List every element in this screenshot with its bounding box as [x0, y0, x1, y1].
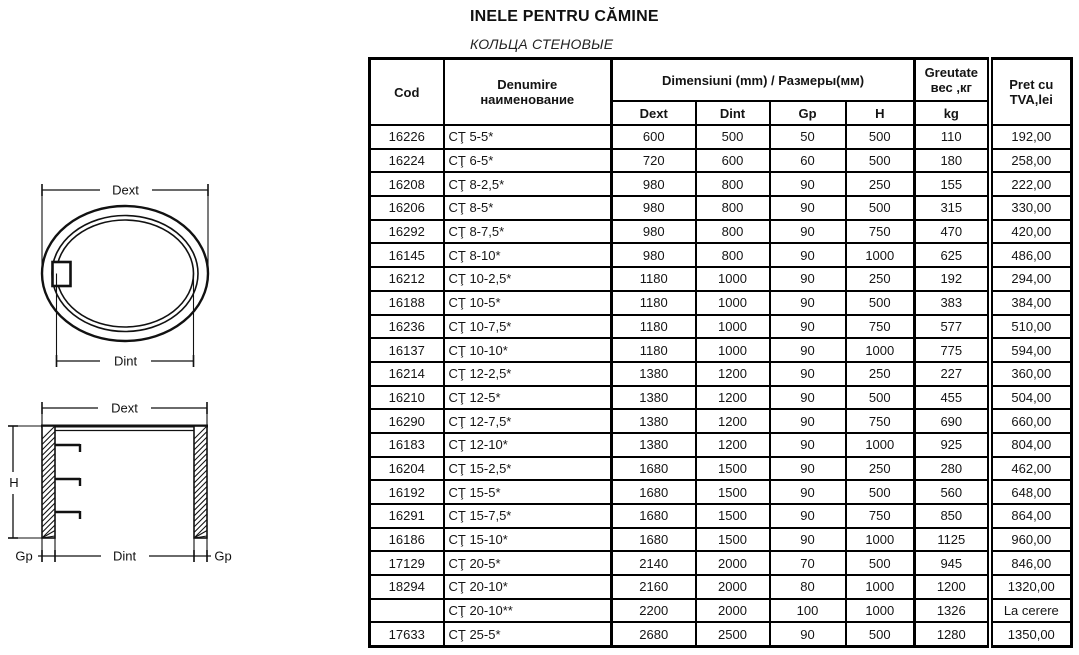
cell-kg: 192 [915, 267, 990, 291]
cell-cod: 16291 [370, 504, 444, 528]
cell-pret: 486,00 [990, 243, 1072, 267]
cell-kg: 470 [915, 220, 990, 244]
table-row [370, 409, 1072, 433]
cell-dint: 2000 [696, 551, 770, 575]
cell-cod: 16224 [370, 149, 444, 173]
cell-denumire: CŢ 20-10** [444, 599, 612, 623]
cell-kg: 180 [915, 149, 990, 173]
col-header-denumire [444, 59, 612, 126]
cell-denumire: CŢ 25-5* [444, 622, 612, 646]
col-header-pret-line2: TVA,lei [1009, 92, 1053, 107]
table-row [370, 196, 1072, 220]
cell-h: 250 [846, 362, 915, 386]
page-subtitle: КОЛЬЦА СТЕНОВЫЕ [470, 36, 614, 52]
cell-dext: 1180 [612, 267, 696, 291]
cell-cod: 17129 [370, 551, 444, 575]
cell-denumire: CŢ 15-2,5* [444, 457, 612, 481]
cell-kg: 315 [915, 196, 990, 220]
table-row [370, 504, 1072, 528]
cell-dint: 1500 [696, 528, 770, 552]
cell-denumire: CŢ 8-7,5* [444, 220, 612, 244]
cell-kg: 625 [915, 243, 990, 267]
cell-denumire: CŢ 10-7,5* [444, 315, 612, 339]
table-row [370, 172, 1072, 196]
table-row [370, 433, 1072, 457]
cell-denumire: CŢ 20-10* [444, 575, 612, 599]
cell-dint: 800 [696, 172, 770, 196]
cell-cod: 16208 [370, 172, 444, 196]
cell-kg: 1125 [915, 528, 990, 552]
cell-h: 1000 [846, 243, 915, 267]
cell-dext: 980 [612, 172, 696, 196]
cell-kg: 110 [915, 125, 990, 149]
cell-kg: 383 [915, 291, 990, 315]
table-row [370, 362, 1072, 386]
cell-pret: 258,00 [990, 149, 1072, 173]
cell-denumire: CŢ 12-10* [444, 433, 612, 457]
cell-denumire: CŢ 8-10* [444, 243, 612, 267]
table-row [370, 575, 1072, 599]
cell-dint: 800 [696, 220, 770, 244]
cell-dint: 2000 [696, 575, 770, 599]
cell-cod: 16137 [370, 338, 444, 362]
cell-denumire: CŢ 8-5* [444, 196, 612, 220]
cell-dext: 600 [612, 125, 696, 149]
cell-h: 750 [846, 220, 915, 244]
cell-denumire: CŢ 10-10* [444, 338, 612, 362]
table-row [370, 149, 1072, 173]
cell-denumire: CŢ 12-5* [444, 386, 612, 410]
cell-cod: 16145 [370, 243, 444, 267]
cell-cod: 16186 [370, 528, 444, 552]
ring-top-view-drawing [30, 173, 250, 375]
ladder-rungs [55, 444, 80, 519]
cell-dint: 1000 [696, 338, 770, 362]
cell-gp: 90 [770, 433, 846, 457]
cell-h: 500 [846, 386, 915, 410]
cell-denumire: CŢ 15-5* [444, 480, 612, 504]
table-row [370, 291, 1072, 315]
table-row [370, 125, 1072, 149]
cell-pret: 594,00 [990, 338, 1072, 362]
cell-dint: 1000 [696, 315, 770, 339]
cell-kg: 1326 [915, 599, 990, 623]
cell-cod: 16210 [370, 386, 444, 410]
cell-dext: 1380 [612, 433, 696, 457]
cell-pret: 330,00 [990, 196, 1072, 220]
cell-gp: 90 [770, 528, 846, 552]
page-title: INELE PENTRU CĂMINE [470, 8, 659, 25]
cell-cod: 16206 [370, 196, 444, 220]
section-dint-label: Dint [112, 548, 137, 564]
cell-h: 750 [846, 315, 915, 339]
cell-gp: 90 [770, 243, 846, 267]
cell-pret: 648,00 [990, 480, 1072, 504]
col-header-pret-line1: Pret cu [1009, 77, 1054, 92]
cell-h: 500 [846, 291, 915, 315]
col-header-h: H [846, 101, 915, 125]
cell-kg: 850 [915, 504, 990, 528]
cell-dext: 1680 [612, 457, 696, 481]
cell-pret: 864,00 [990, 504, 1072, 528]
cell-denumire: CŢ 6-5* [444, 149, 612, 173]
col-header-pret [990, 59, 1072, 126]
cell-gp: 90 [770, 409, 846, 433]
cell-denumire: CŢ 10-2,5* [444, 267, 612, 291]
cell-gp: 90 [770, 220, 846, 244]
cell-cod: 16192 [370, 480, 444, 504]
cell-pret: 1350,00 [990, 622, 1072, 646]
cell-gp: 90 [770, 291, 846, 315]
cell-dint: 600 [696, 149, 770, 173]
cell-kg: 775 [915, 338, 990, 362]
table-row [370, 315, 1072, 339]
cell-kg: 280 [915, 457, 990, 481]
cell-pret: 360,00 [990, 362, 1072, 386]
col-header-cod: Cod [370, 59, 444, 126]
cell-kg: 690 [915, 409, 990, 433]
cell-pret: 294,00 [990, 267, 1072, 291]
cell-h: 500 [846, 551, 915, 575]
col-header-denumire-ru: наименование [480, 92, 575, 107]
table-row [370, 267, 1072, 291]
cell-pret: 846,00 [990, 551, 1072, 575]
cell-kg: 925 [915, 433, 990, 457]
cell-dext: 1680 [612, 480, 696, 504]
ring-section-drawing [8, 396, 253, 583]
cell-dext: 1380 [612, 362, 696, 386]
cell-denumire: CŢ 5-5* [444, 125, 612, 149]
top-view-dint-label: Dint [113, 353, 138, 369]
cell-h: 250 [846, 172, 915, 196]
cell-pret: 804,00 [990, 433, 1072, 457]
cell-gp: 90 [770, 622, 846, 646]
table-row [370, 386, 1072, 410]
cell-gp: 90 [770, 504, 846, 528]
cell-dint: 1200 [696, 362, 770, 386]
cell-dint: 500 [696, 125, 770, 149]
cell-pret: 192,00 [990, 125, 1072, 149]
cell-cod: 16204 [370, 457, 444, 481]
cell-h: 500 [846, 622, 915, 646]
section-dext-label: Dext [111, 400, 138, 416]
product-price-table [368, 57, 1073, 648]
cell-gp: 50 [770, 125, 846, 149]
cell-dext: 720 [612, 149, 696, 173]
col-header-kg: kg [915, 101, 990, 125]
cell-dext: 2680 [612, 622, 696, 646]
cell-pret: La cerere [990, 599, 1072, 623]
cell-pret: 1320,00 [990, 575, 1072, 599]
section-h-label: H [9, 475, 19, 490]
cell-kg: 1200 [915, 575, 990, 599]
cell-cod: 16188 [370, 291, 444, 315]
col-header-dext: Dext [612, 101, 696, 125]
cell-dext: 2140 [612, 551, 696, 575]
table-body [370, 125, 1072, 647]
cell-dext: 1180 [612, 291, 696, 315]
cell-kg: 455 [915, 386, 990, 410]
section-gp-left-label: Gp [15, 548, 33, 564]
cell-denumire: CŢ 12-7,5* [444, 409, 612, 433]
cell-dint: 1200 [696, 409, 770, 433]
cell-dint: 1000 [696, 267, 770, 291]
col-header-greutate-ru: вес ,кг [930, 80, 972, 95]
cell-gp: 90 [770, 362, 846, 386]
cell-cod: 16226 [370, 125, 444, 149]
table-row [370, 622, 1072, 646]
table-row [370, 338, 1072, 362]
table-row [370, 551, 1072, 575]
cell-h: 750 [846, 409, 915, 433]
table-row [370, 480, 1072, 504]
cell-dint: 800 [696, 196, 770, 220]
table-row [370, 457, 1072, 481]
cell-dext: 1680 [612, 528, 696, 552]
cell-dext: 1380 [612, 386, 696, 410]
cell-pret: 462,00 [990, 457, 1072, 481]
cell-dint: 1200 [696, 386, 770, 410]
cell-kg: 945 [915, 551, 990, 575]
cell-dext: 2160 [612, 575, 696, 599]
cell-pret: 960,00 [990, 528, 1072, 552]
cell-dext: 1180 [612, 338, 696, 362]
cell-denumire: CŢ 15-7,5* [444, 504, 612, 528]
section-gp-right-label: Gp [214, 548, 232, 564]
col-header-greutate [915, 59, 990, 102]
cell-h: 1000 [846, 528, 915, 552]
cell-h: 1000 [846, 599, 915, 623]
cell-cod: 16290 [370, 409, 444, 433]
cell-gp: 90 [770, 315, 846, 339]
table-row [370, 599, 1072, 623]
cell-gp: 80 [770, 575, 846, 599]
cell-h: 250 [846, 267, 915, 291]
cell-gp: 90 [770, 172, 846, 196]
table-row [370, 220, 1072, 244]
cell-dext: 2200 [612, 599, 696, 623]
cell-cod: 18294 [370, 575, 444, 599]
cell-gp: 90 [770, 386, 846, 410]
cell-pret: 384,00 [990, 291, 1072, 315]
cell-cod: 16236 [370, 315, 444, 339]
cell-denumire: CŢ 15-10* [444, 528, 612, 552]
cell-gp: 90 [770, 480, 846, 504]
cell-cod: 16212 [370, 267, 444, 291]
cell-kg: 155 [915, 172, 990, 196]
cell-pret: 660,00 [990, 409, 1072, 433]
cell-cod [370, 599, 444, 623]
cell-denumire: CŢ 10-5* [444, 291, 612, 315]
cell-kg: 1280 [915, 622, 990, 646]
cell-cod: 17633 [370, 622, 444, 646]
cell-dext: 1380 [612, 409, 696, 433]
cell-h: 500 [846, 480, 915, 504]
cell-dext: 980 [612, 243, 696, 267]
cell-dint: 1200 [696, 433, 770, 457]
cell-h: 500 [846, 149, 915, 173]
cell-dint: 1000 [696, 291, 770, 315]
col-header-dint: Dint [696, 101, 770, 125]
cell-pret: 222,00 [990, 172, 1072, 196]
top-view-dext-label: Dext [112, 182, 139, 198]
table-row [370, 528, 1072, 552]
cell-gp: 90 [770, 457, 846, 481]
cell-dext: 980 [612, 196, 696, 220]
cell-gp: 60 [770, 149, 846, 173]
cell-gp: 90 [770, 338, 846, 362]
cell-gp: 100 [770, 599, 846, 623]
step-insert-detail [53, 262, 71, 286]
cell-denumire: CŢ 12-2,5* [444, 362, 612, 386]
cell-dext: 980 [612, 220, 696, 244]
cell-cod: 16214 [370, 362, 444, 386]
cell-dint: 2000 [696, 599, 770, 623]
col-header-gp: Gp [770, 101, 846, 125]
cell-h: 500 [846, 196, 915, 220]
cell-pret: 504,00 [990, 386, 1072, 410]
cell-denumire: CŢ 8-2,5* [444, 172, 612, 196]
cell-denumire: CŢ 20-5* [444, 551, 612, 575]
cell-pret: 420,00 [990, 220, 1072, 244]
table-row [370, 243, 1072, 267]
cell-h: 1000 [846, 338, 915, 362]
cell-dint: 1500 [696, 480, 770, 504]
col-header-dimensions-group: Dimensiuni (mm) / Размеры(мм) [612, 59, 915, 102]
ring-section-svg [8, 396, 253, 583]
cell-dint: 1500 [696, 504, 770, 528]
cell-kg: 560 [915, 480, 990, 504]
col-header-greutate-ro: Greutate [924, 65, 979, 80]
cell-kg: 577 [915, 315, 990, 339]
cell-h: 1000 [846, 575, 915, 599]
cell-gp: 90 [770, 267, 846, 291]
cell-gp: 90 [770, 196, 846, 220]
cell-dint: 800 [696, 243, 770, 267]
cell-h: 250 [846, 457, 915, 481]
cell-cod: 16183 [370, 433, 444, 457]
cell-cod: 16292 [370, 220, 444, 244]
ring-top-view-svg [30, 173, 250, 375]
col-header-denumire-ro: Denumire [497, 77, 558, 92]
cell-h: 500 [846, 125, 915, 149]
cell-pret: 510,00 [990, 315, 1072, 339]
cell-gp: 70 [770, 551, 846, 575]
cell-dint: 1500 [696, 457, 770, 481]
cell-dint: 2500 [696, 622, 770, 646]
cell-dext: 1680 [612, 504, 696, 528]
cell-h: 750 [846, 504, 915, 528]
cell-h: 1000 [846, 433, 915, 457]
cell-dext: 1180 [612, 315, 696, 339]
cell-kg: 227 [915, 362, 990, 386]
